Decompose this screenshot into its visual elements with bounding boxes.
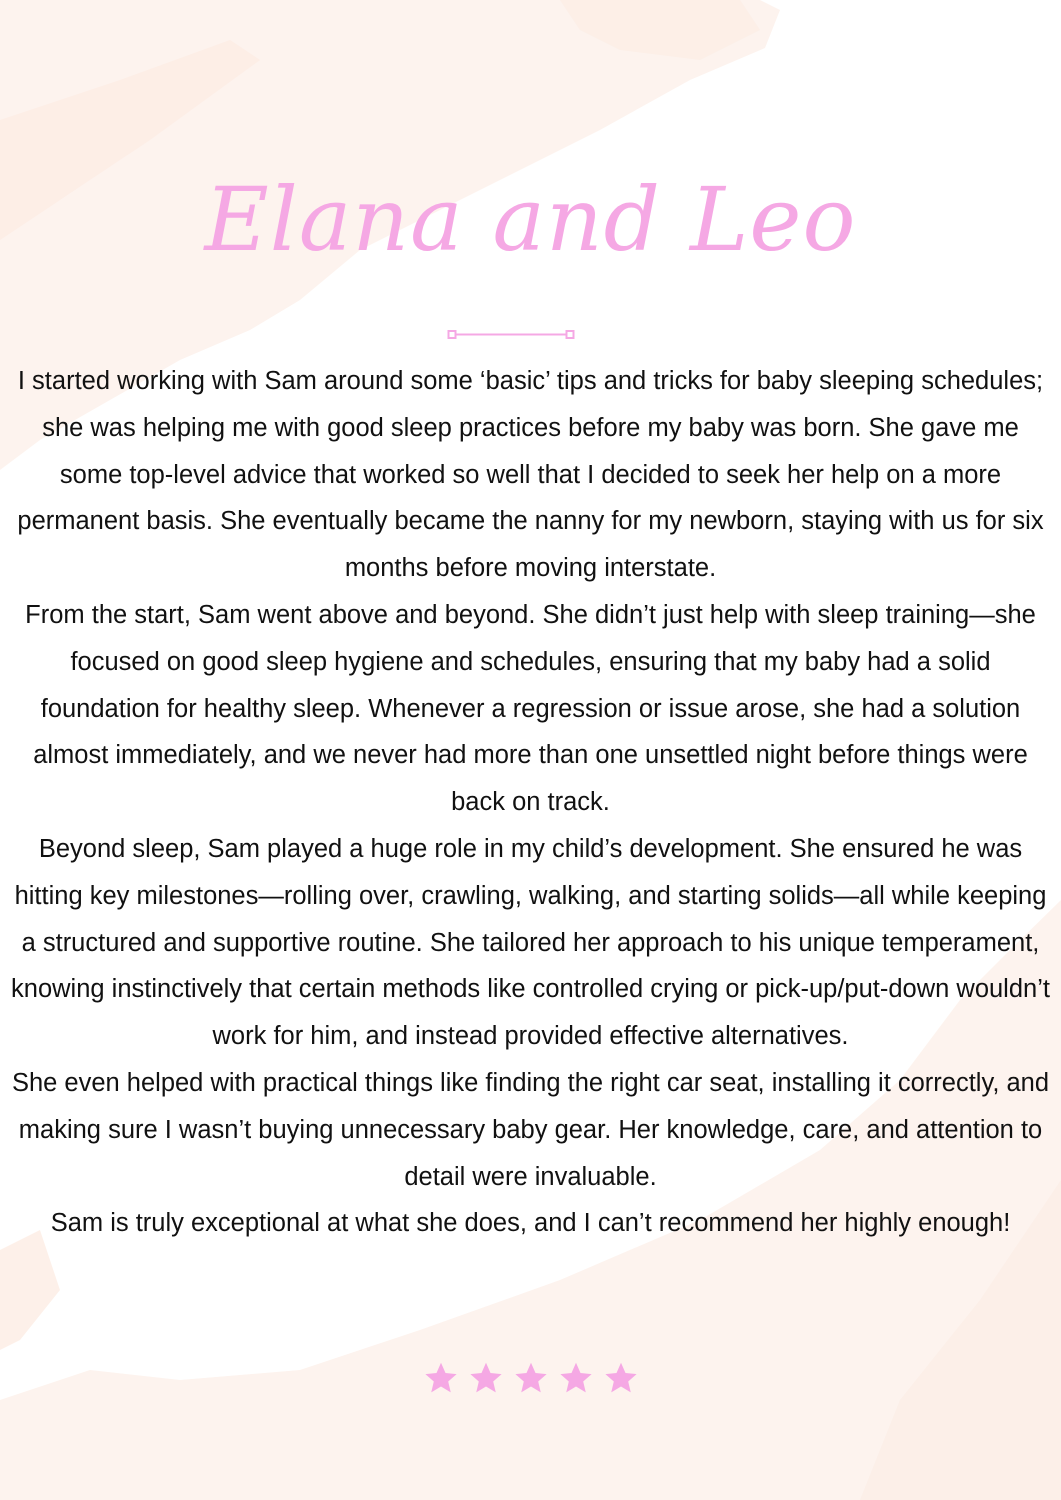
star-icon: [558, 1360, 594, 1396]
star-icon: [423, 1360, 459, 1396]
star-rating: [423, 1360, 639, 1400]
star-icon: [468, 1360, 504, 1396]
star-icon: [513, 1360, 549, 1396]
testimonial-paragraph: Sam is truly exceptional at what she does, and I can’t recommend her highly enough!: [50, 1209, 1011, 1238]
star-icon: [603, 1360, 639, 1396]
testimonial-paragraph: I started working with Sam around some ‘basic’ tips and tricks for baby sleeping schedules; she was helping me with good sleep practices before my baby was born. She gave me some top-level advice that worked so well that I decided to seek her help on a more permanent basis. She eventually became the nanny for my newborn, staying with us for six months before moving interstate.: [17, 367, 1044, 583]
testimonial-body: [8, 358, 1053, 1247]
testimonial-paragraph: She even helped with practical things like finding the right car seat, installing it correctly, and making sure I wasn’t buying unnecessary baby gear. Her knowledge, care, and attention to detail were invaluable.: [11, 1068, 1050, 1191]
testimonial-paragraph: Beyond sleep, Sam played a huge role in my child’s development. She ensured he was hitting key milestones—rolling over, crawling, walking, and starting solids—all while keeping a structured and supportive routine. She tailored her approach to his unique temperament, knowing instinctively that certain methods like controlled crying or pick-up/put-down wouldn’t work for him, and instead provided effective alternatives.: [11, 834, 1050, 1051]
page-title: Elana and Leo: [204, 168, 857, 271]
testimonial-paragraph: From the start, Sam went above and beyond. She didn’t just help with sleep training—she focused on good sleep hygiene and schedules, ensuring that my baby had a solid foundation for healthy sleep. Whenever a regression or issue arose, she had a solution almost immediately, and we never had more than one unsettled night before things were back on track.: [25, 600, 1036, 817]
divider-line-icon: [447, 328, 575, 342]
